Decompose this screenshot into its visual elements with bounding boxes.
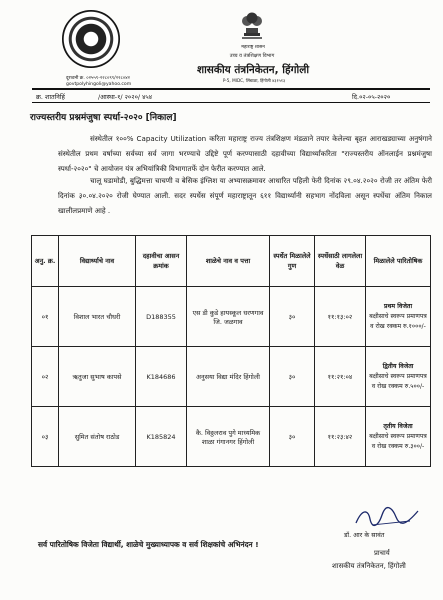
reference-divider — [32, 102, 430, 103]
header-seat: दहावीचा आसन क्रमांक — [136, 236, 187, 287]
row-school: अनुसया विद्या मंदिर हिंगोली — [187, 347, 270, 407]
prize-title: प्रथम विजेता — [383, 302, 413, 310]
prize-amount: व रोख रक्कम रु.५००/- — [371, 382, 425, 390]
row-name: सुमित संतोष राठोड — [59, 407, 136, 467]
row-marks: ३० — [270, 287, 315, 347]
institute-address: P-5, MIDC, लिंबाळा, हिंगोली ४३१५१३ — [222, 78, 286, 83]
table-header-row — [32, 236, 431, 287]
reference-date: दि.०२-०५-२०२० — [352, 93, 391, 101]
header-marks: स्पर्धेत मिळालेले गुण — [270, 236, 315, 287]
signatory-role: प्राचार्य — [374, 549, 390, 557]
row-sr: ०२ — [32, 347, 59, 407]
prize-title: द्वितीय विजेता — [382, 362, 414, 370]
document-title: राज्यस्तरीय प्रश्नमंजुषा स्पर्धा-२०२० [निकाल] — [30, 113, 177, 123]
header-name: विद्यार्थ्याचे नाव — [59, 236, 136, 287]
row-prize — [366, 287, 431, 347]
prize-title: तृतीय विजेता — [383, 422, 413, 430]
row-time: ११:२३:४२ — [315, 407, 366, 467]
row-sr: ०१ — [32, 287, 59, 347]
table-row — [32, 407, 431, 467]
email-address: govtpolyhingoli@yahoo.com — [66, 82, 132, 87]
congratulations-note: सर्व पारितोषिक विजेता विद्यार्थी, शाळेचे मुख्याध्यापक व सर्व शिक्षकांचे अभिनंदन ! — [38, 540, 259, 549]
institute-logo — [62, 10, 120, 68]
row-marks: ३० — [270, 347, 315, 407]
row-name: ऋतुजा सुभाष कापसे — [59, 347, 136, 407]
institute-name: शासकीय तंत्रनिकेतन, हिंगोली — [196, 64, 310, 76]
signatory-name: डॉ. आर के सावंत — [344, 531, 385, 539]
row-school: एस डी कुडे हायस्कूल धरणगाव जि. जळगाव — [187, 287, 270, 347]
reference-prefix: क्र. शातनिहिं — [36, 93, 65, 101]
prize-description: बक्षीसाचे स्वरूप प्रमाणपत्र — [369, 372, 427, 380]
results-table — [31, 235, 431, 467]
header-divider — [32, 88, 430, 90]
row-school: कै. विठ्ठलराव पुगे माध्यमिक शाळा गंगानगर हिंगोली — [187, 407, 270, 467]
row-marks: ३० — [270, 407, 315, 467]
row-time: ११:१३:०२ — [315, 287, 366, 347]
reference-number: /आस्था-१/ २०२०/ ४५४ — [98, 93, 153, 101]
row-time: ११:२१:०४ — [315, 347, 366, 407]
header-time: स्पर्धेसाठी लागलेला वेळ — [315, 236, 366, 287]
state-emblem-icon — [238, 9, 266, 43]
table-row — [32, 287, 431, 347]
gov-label: महाराष्ट्र शासन — [241, 45, 265, 50]
department-label: उच्च व तंत्रशिक्षण विभाग — [229, 53, 275, 59]
signatory-institute: शासकीय तंत्रनिकेतन, हिंगोली — [332, 562, 406, 570]
header-prize: मिळालेले पारितोषिक — [366, 236, 431, 287]
prize-amount: व रोख रक्कम रु.१०००/- — [370, 322, 426, 330]
prize-description: बक्षीसाचे स्वरूप प्रमाणपत्र — [369, 312, 427, 320]
row-prize — [366, 347, 431, 407]
phone-number: दूरध्वनी क्र. ०२५५९-२२८०९९/२२८०४२ — [66, 76, 131, 81]
header-school: शाळेचे नाव व पत्ता — [187, 236, 270, 287]
row-seat: K184686 — [136, 347, 187, 407]
row-seat: K185824 — [136, 407, 187, 467]
signature-icon — [352, 505, 422, 529]
header-sr: अनु. क्र. — [32, 236, 59, 287]
row-seat: D188355 — [136, 287, 187, 347]
prize-amount: व रोख रक्कम रु.३००/- — [371, 442, 425, 450]
table-row — [32, 347, 431, 407]
row-name: विशाल भारत चौधरी — [59, 287, 136, 347]
paragraph-details: चालू घडामोडी, बुद्धिमत्ता चाचणी व बेसिक इंग्लिश या अभ्यासक्रमावर आधारित पहिली फेरी दिनांक २९.०४.२०२० रोजी तर अंतिम फेरी दिनांक ३०.०४.२०२० रोजी घेण्यात आली. सदर स्पर्धेस संपूर्ण महाराष्ट्रातून ६११ विद्यार्थ्यांनी सहभाग नोंदविला असून स्पर्धेचा अंतिम निकाल खालीलप्रमाणे आहे . — [58, 176, 432, 215]
paragraph-intro: संस्थेतील १००% Capacity Utilization करिता महाराष्ट्र राज्य तंत्रशिक्षण मंडळाने तयार केलेल्या बृहत आराखड्याच्या अनुषंगाने संस्थेतील प्रथम वर्षाच्या सर्वच्या सर्व जागा भरण्याचे उद्दिष्टे पूर्ण करण्यासाठी दहावीच्या विद्यार्थ्यांकरिता "राज्यस्तरीय ऑनलाईन प्रश्नमंजुषा स्पर्धा-२०२०" चे आयोजन यंत्र अभियांत्रिकी विभागातर्फे दोन फेरीत करण्यात आले. — [58, 134, 432, 173]
row-sr: ०३ — [32, 407, 59, 467]
row-prize — [366, 407, 431, 467]
prize-description: बक्षीसाचे स्वरूप प्रमाणपत्र — [369, 432, 427, 440]
